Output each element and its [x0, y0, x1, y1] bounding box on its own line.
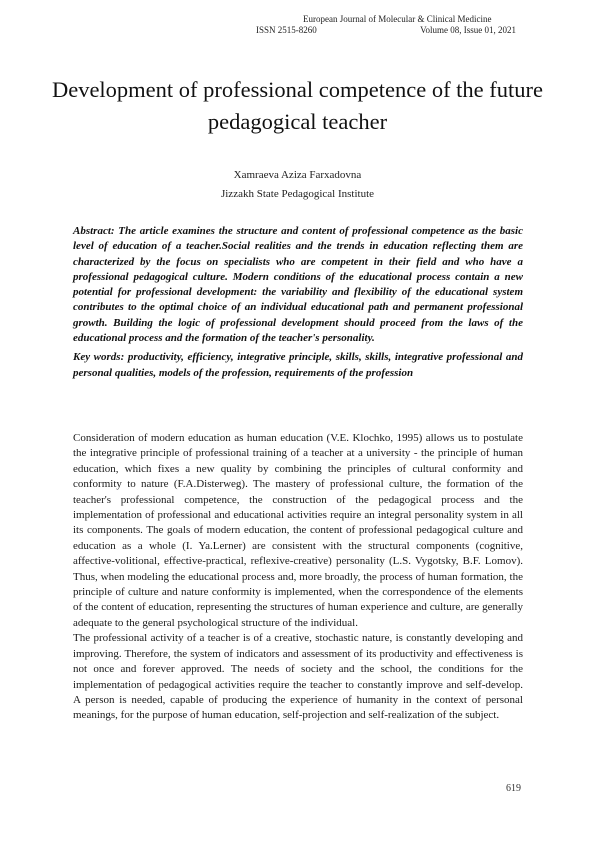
issn-volume-row [256, 25, 516, 36]
body-paragraph-2: The professional activity of a teacher is of a creative, stochastic nature, is constantly developing and improving. Therefore, the system of indicators and assessment of its productivity and effectiveness is not once and forever approved. The needs of society and the school, the conditions for the implementation of pedagogical activities require the teacher to constantly improve and self-develop. A person is needed, capable of producing the experience of humanity in the context of personal meanings, for the purpose of human education, self-projection and self-realization of the subject. [73, 632, 523, 722]
paper-title: Development of professional competence of the future pedagogical teacher [51, 77, 544, 134]
keywords: Key words: productivity, efficiency, integrative principle, skills, skills, integrative professional and personal qualities, models of the profession, requirements of the profession [73, 351, 523, 379]
body-text [73, 431, 523, 724]
author-name: Xamraeva Aziza Farxadovna [233, 169, 362, 181]
page-number: 619 [506, 783, 521, 794]
abstract-block [73, 224, 523, 385]
body-paragraph-1: Consideration of modern education as human education (V.E. Klochko, 1995) allows us to postulate the integrative principle of professional training of a teacher at a university - the principle of human education, which fixes a new quality by combining the principles of cultural conformity and conformity to nature (F.A.Disterweg). The mastery of professional culture, the formation of the teacher's professional competence, the construction of the pedagogical process and the implementation of professional and educational activities require an integral personality system in all its components. The goals of modern education, the content of professional pedagogical culture and education as a whole (I. Ya.Lerner) are consistent with the structural components (cognitive, affective-volitional, effective-practical, reflexive-creative) personality (L.S. Vygotsky, B.F. Lomov). Thus, when modeling the educational process and, more broadly, the process of human formation, the principle of culture and nature conformity is implemented, when the correspondence of the elements of the content of education, representing the structures of human experience and culture, are generally adequate to the general psychological structure of the individual. [73, 432, 523, 629]
author-block [0, 166, 595, 204]
volume-issue: Volume 08, Issue 01, 2021 [420, 25, 516, 35]
author-affiliation: Jizzakh State Pedagogical Institute [220, 188, 375, 200]
journal-header [256, 14, 516, 36]
journal-name: European Journal of Molecular & Clinical Medicine [303, 14, 492, 24]
issn: ISSN 2515-8260 [256, 25, 317, 35]
abstract-text: Abstract: The article examines the structure and content of professional competence as the basic level of education of a teacher.Social realities and the trends in education reflecting them are characterized by the focus on specialists who are competent in their field and who have a professional pedagogical culture. Modern conditions of the educational process contain a new potential for professional development: the variability and flexibility of the educational system contributes to the optimal choice of an individual educational path and permanent professional growth. Building the logic of professional development should proceed from the laws of the educational process and the formation of the teacher's personality. [73, 225, 523, 345]
